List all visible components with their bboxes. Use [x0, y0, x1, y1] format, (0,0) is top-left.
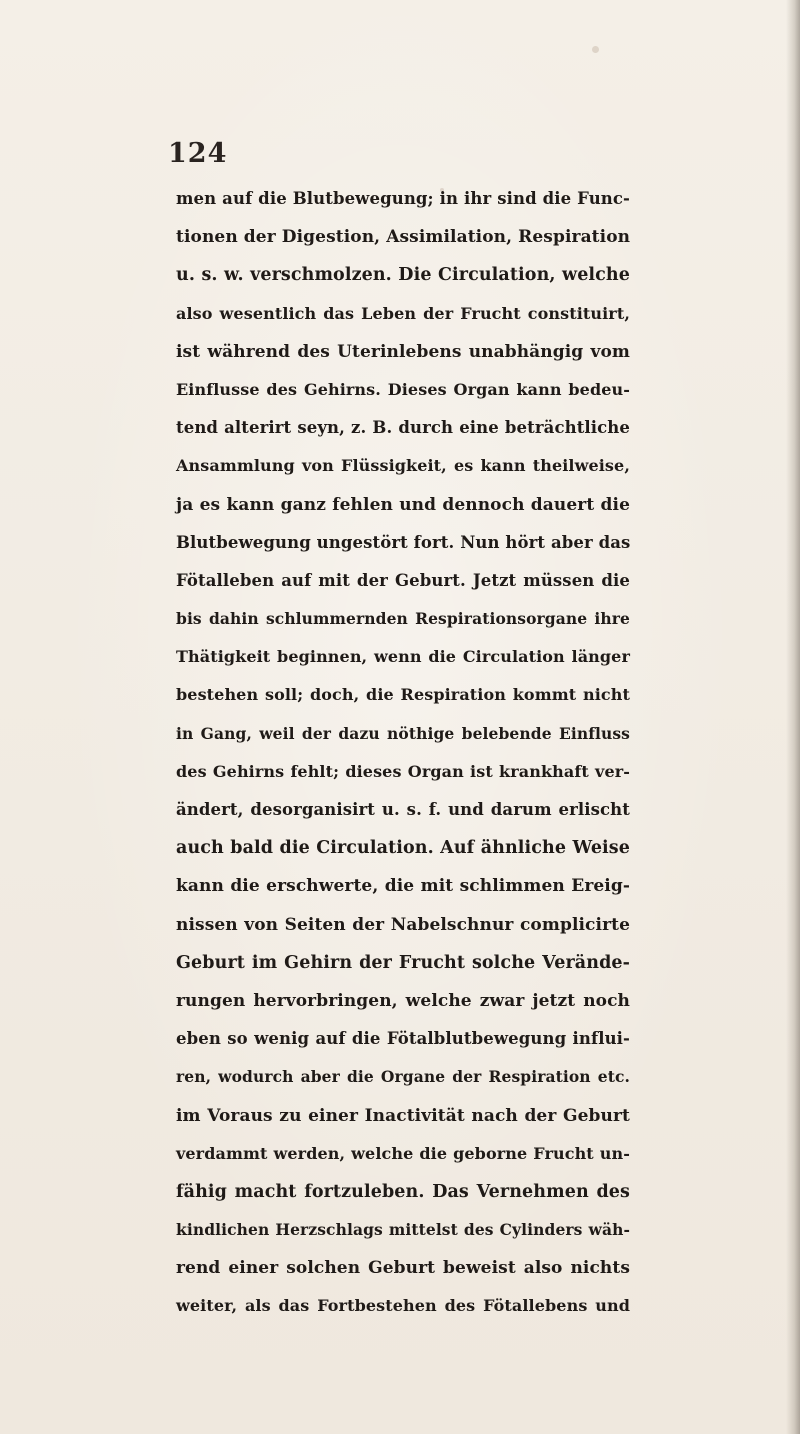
text-line: ändert, desorganisirt u. s. f. und darum erlischt: [176, 800, 630, 819]
text-line: Thätigkeit beginnen, wenn die Circulation länger: [176, 647, 630, 667]
text-line: tend alterirt seyn, z. B. durch eine beträchtliche: [176, 418, 630, 438]
text-line: verdammt werden, welche die geborne Frucht un-: [176, 1143, 630, 1163]
paper-stain: [592, 46, 599, 53]
text-line: Geburt im Gehirn der Frucht solche Verände-: [176, 952, 630, 973]
text-line: men auf die Blutbewegung; in ihr sind die Func-: [176, 189, 630, 208]
text-line: des Gehirns fehlt; dieses Organ ist krankhaft ver-: [176, 761, 630, 781]
text-line: Ansammlung von Flüssigkeit, es kann theilweise,: [176, 456, 630, 476]
text-line: im Voraus zu einer Inactivität nach der Geburt: [176, 1105, 630, 1126]
page-number: 124: [168, 138, 228, 169]
text-line: fähig macht fortzuleben. Das Vernehmen des: [176, 1181, 630, 1202]
text-line: u. s. w. verschmolzen. Die Circulation, welche: [176, 265, 630, 286]
text-line: kann die erschwerte, die mit schlimmen Ereig-: [176, 876, 630, 897]
text-line: rend einer solchen Geburt beweist also nichts: [176, 1258, 630, 1279]
text-line: eben so wenig auf die Fötalblutbewegung influi-: [176, 1029, 630, 1049]
text-line: Einflusse des Gehirns. Dieses Organ kann bedeu-: [176, 379, 630, 399]
text-line: bestehen soll; doch, die Respiration kommt nicht: [176, 685, 630, 705]
text-line: rungen hervorbringen, welche zwar jetzt noch: [176, 990, 630, 1011]
text-line: ist während des Uterinlebens unabhängig vom: [176, 341, 630, 362]
text-line: Blutbewegung ungestört fort. Nun hört aber das: [176, 532, 631, 552]
text-line: auch bald die Circulation. Auf ähnliche Weise: [176, 838, 630, 859]
text-line: nissen von Seiten der Nabelschnur complicirte: [176, 914, 630, 935]
text-line: ren, wodurch aber die Organe der Respiration etc.: [176, 1067, 630, 1087]
text-line: also wesentlich das Leben der Frucht constituirt,: [176, 303, 630, 323]
page-edge-shadow: [786, 0, 800, 1434]
text-line: Fötalleben auf mit der Geburt. Jetzt müssen die: [176, 570, 630, 590]
text-line: in Gang, weil der dazu nöthige belebende Einfluss: [176, 723, 630, 743]
text-line: tionen der Digestion, Assimilation, Respiration: [176, 227, 631, 248]
body-text: [176, 180, 630, 1326]
text-line: kindlichen Herzschlags mittelst des Cylinders wäh-: [176, 1220, 630, 1240]
text-line: ja es kann ganz fehlen und dennoch dauert die: [176, 494, 630, 515]
text-line: bis dahin schlummernden Respirationsorgane ihre: [176, 609, 630, 629]
text-line: weiter, als das Fortbestehen des Fötallebens und: [176, 1296, 630, 1316]
